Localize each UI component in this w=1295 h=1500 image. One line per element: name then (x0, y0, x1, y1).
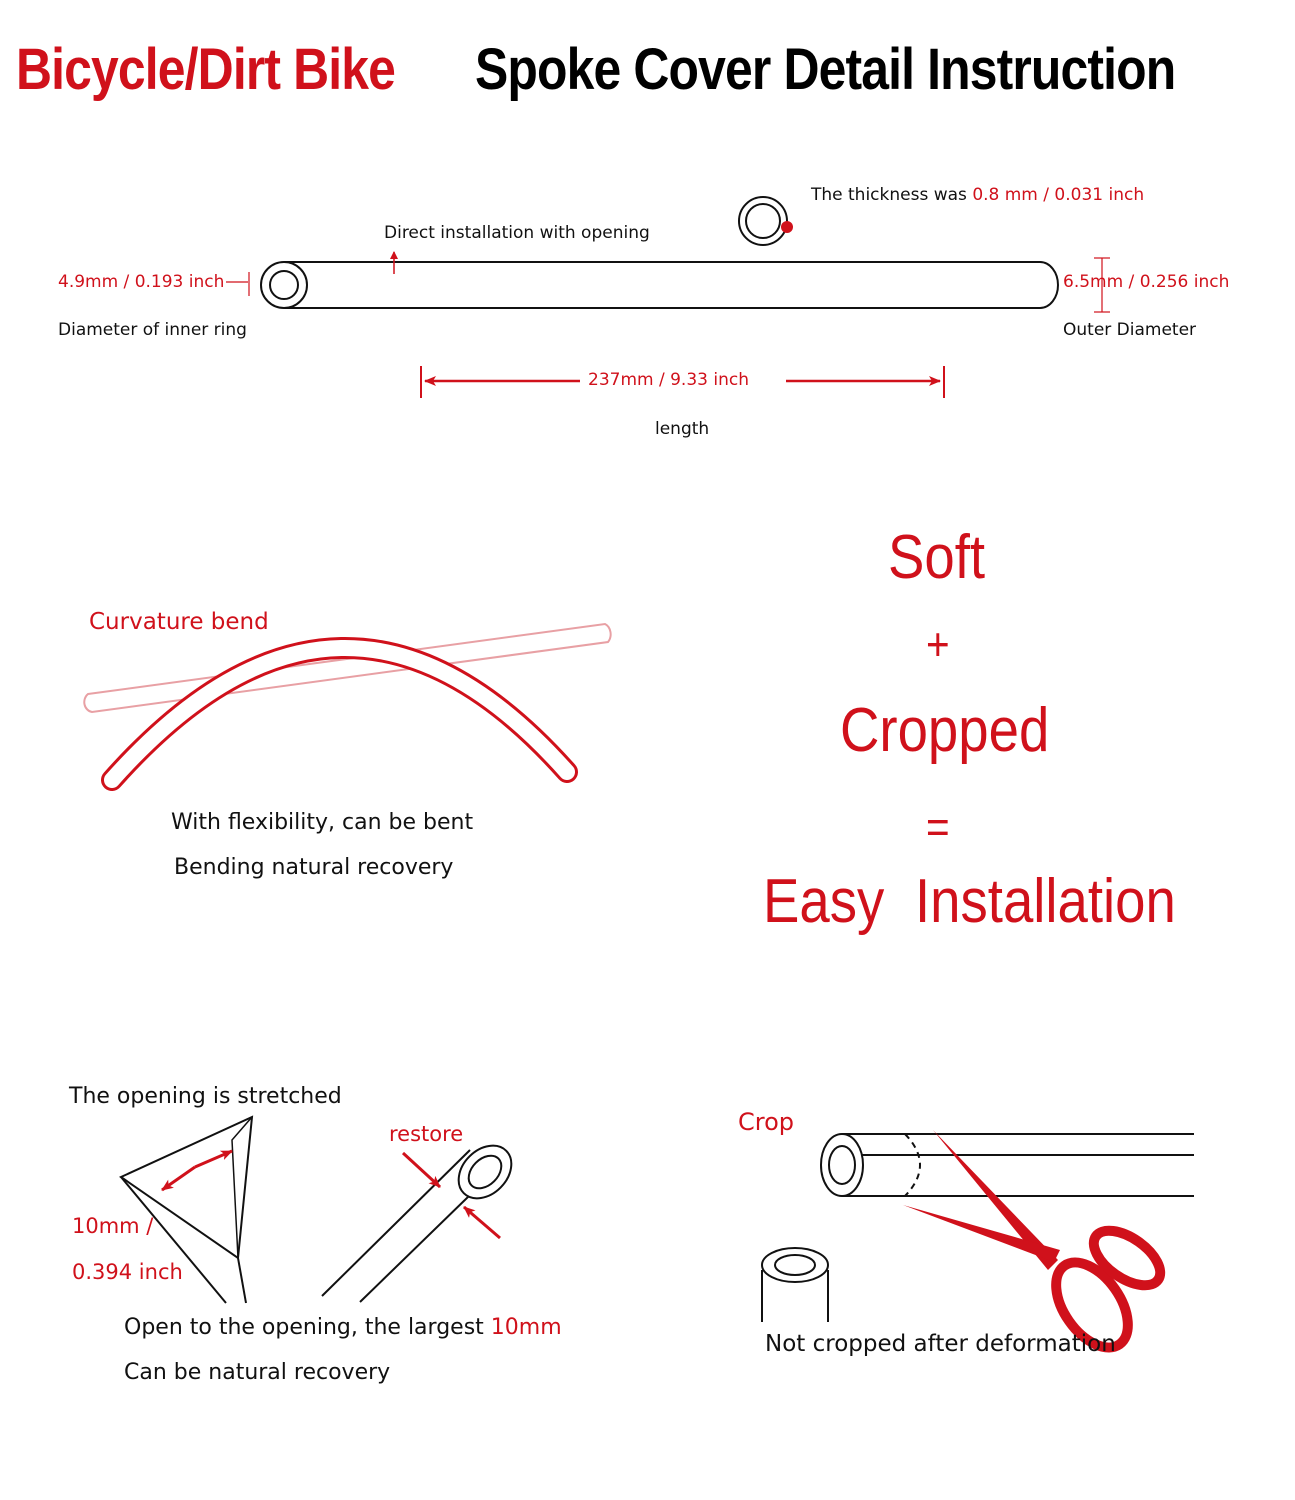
title-part1: Bicycle/Dirt Bike (16, 37, 396, 102)
flex-line2: Bending natural recovery (174, 855, 454, 880)
outer-diameter-value: 6.5mm / 0.256 inch (1063, 272, 1230, 292)
scissors-icon (903, 1130, 1170, 1360)
slogan-equals: = (926, 801, 950, 853)
flex-line1: With flexibility, can be bent (171, 810, 474, 835)
slogan-installation: Installation (915, 867, 1176, 936)
crop-note: Not cropped after deformation (765, 1331, 1116, 1357)
length-label: length (655, 419, 710, 439)
length-value: 237mm / 9.33 inch (588, 370, 749, 390)
inner-diameter-value: 4.9mm / 0.193 inch (58, 272, 225, 292)
opening-size-line1: 10mm / (72, 1214, 154, 1238)
inner-diameter-label: Diameter of inner ring (58, 320, 247, 340)
curvature-bend-drawing (84, 624, 610, 780)
spoke-tube-drawing (226, 197, 1110, 398)
slogan-soft: Soft (888, 523, 986, 592)
curvature-title: Curvature bend (89, 609, 269, 635)
opening-note: Direct installation with opening (384, 223, 650, 243)
opening-note1-value: 10mm (490, 1315, 562, 1340)
crop-drawing (762, 1130, 1194, 1360)
slogan-plus: + (926, 618, 950, 670)
slogan-cropped: Cropped (840, 696, 1050, 765)
opening-size-line2: 0.394 inch (72, 1260, 183, 1284)
outer-diameter-label: Outer Diameter (1063, 320, 1197, 340)
restore-label: restore (389, 1122, 464, 1146)
opening-note1 (124, 1315, 562, 1340)
opening-note2: Can be natural recovery (124, 1360, 391, 1385)
crop-title: Crop (738, 1108, 795, 1136)
thickness-value: 0.8 mm / 0.031 inch (972, 185, 1145, 205)
title-part2: Spoke Cover Detail Instruction (475, 37, 1176, 102)
thickness-note (811, 185, 1144, 205)
slogan-easy: Easy (763, 867, 885, 936)
opening-title: The opening is stretched (69, 1084, 342, 1109)
thickness-prefix: The thickness was (811, 185, 967, 205)
opening-note1-prefix: Open to the opening, the largest (124, 1315, 484, 1340)
